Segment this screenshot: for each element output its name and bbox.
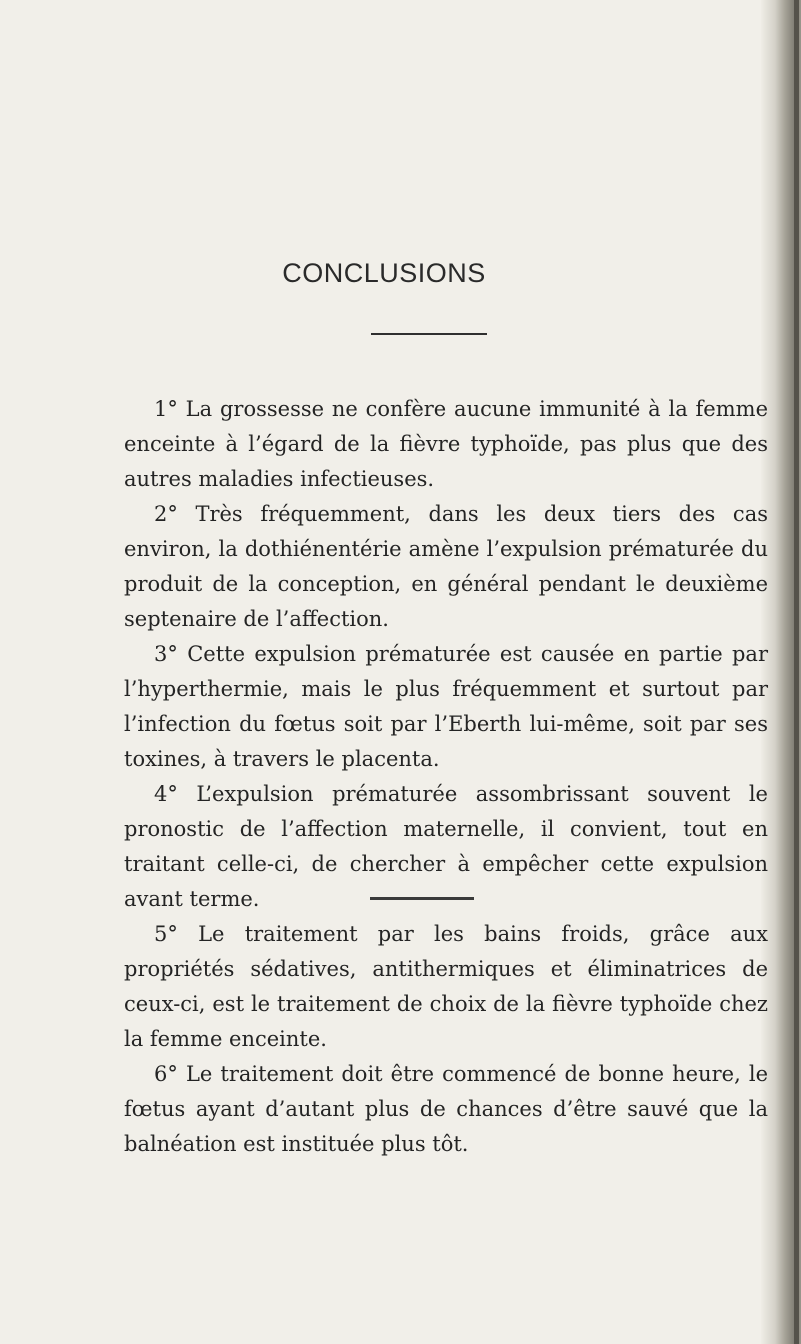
closing-divider: [370, 897, 474, 900]
conclusion-paragraph: 1° La grossesse ne confère aucune immunité à la femme enceinte à l’égard de la fièvre typhoïde, pas plus que des autres maladies infectieuses.: [124, 397, 768, 491]
conclusion-paragraph: 4° L’expulsion prématurée assombrissant souvent le pronostic de l’affection maternelle, il convient, tout en traitant celle-ci, de chercher à empêcher cette expulsion avant terme.: [124, 782, 768, 911]
conclusions-list: [124, 392, 768, 1162]
page-title: CONCLUSIONS: [282, 258, 486, 288]
conclusion-paragraph: 6° Le traitement doit être commencé de bonne heure, le fœtus ayant d’autant plus de chances d’être sauvé que la balnéation est instituée plus tôt.: [124, 1062, 768, 1156]
conclusion-paragraph: 2° Très fréquemment, dans les deux tiers des cas environ, la dothiénentérie amène l’expulsion prématurée du produit de la conception, en général pendant le deuxième septenaire de l’affection.: [124, 502, 768, 631]
page-edge-line: [794, 0, 799, 1344]
title-divider: [371, 333, 487, 335]
conclusion-paragraph: 5° Le traitement par les bains froids, grâce aux propriétés sédatives, antithermiques et éliminatrices de ceux-ci, est le traitement de choix de la fièvre typhoïde chez la femme enceinte.: [124, 922, 768, 1051]
conclusion-paragraph: 3° Cette expulsion prématurée est causée en partie par l’hyperthermie, mais le plus fréquemment et surtout par l’infection du fœtus soit par l’Eberth lui-même, soit par ses toxines, à travers le placenta.: [124, 642, 768, 771]
